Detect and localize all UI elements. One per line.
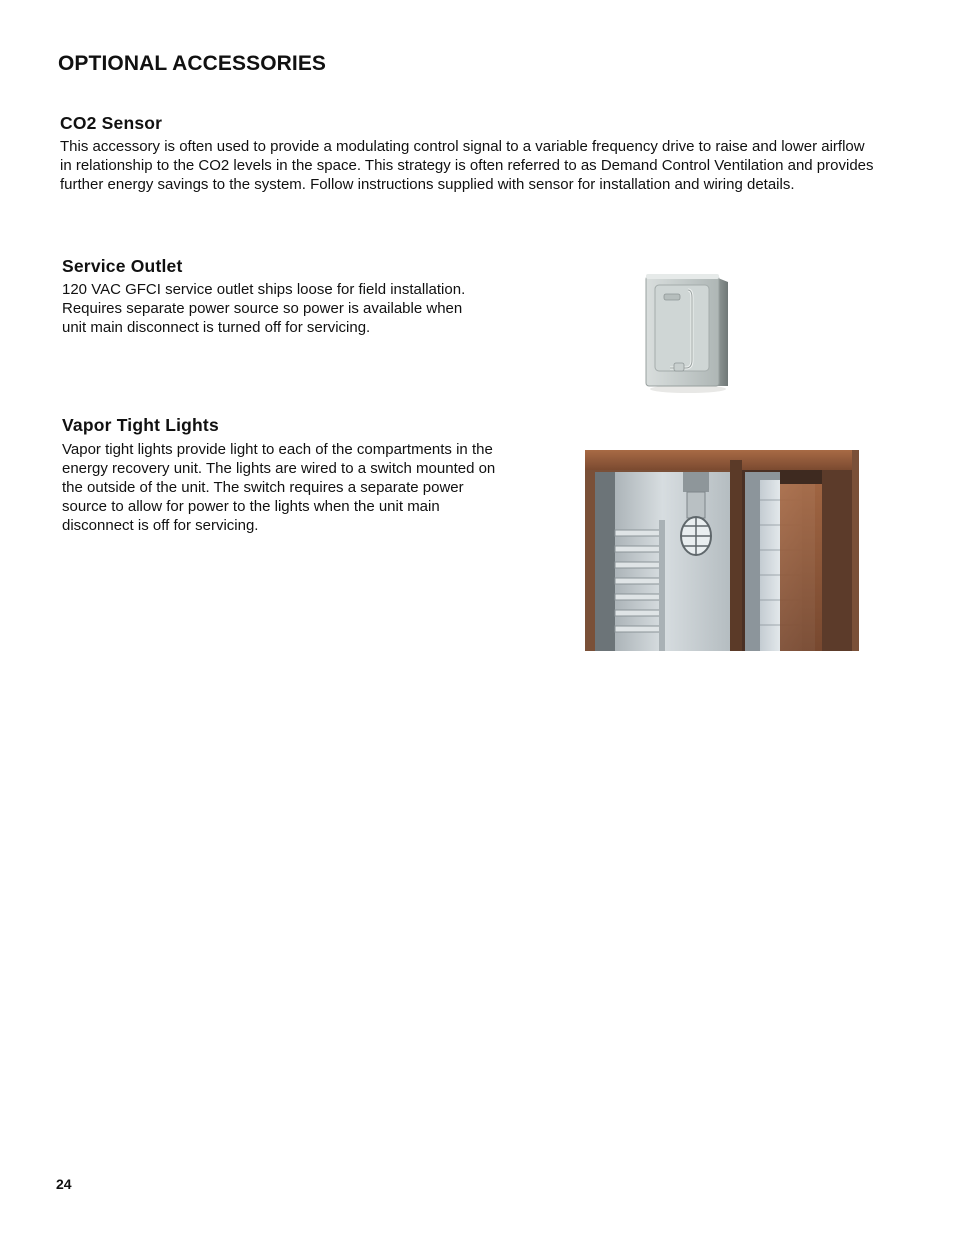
vapor-tight-lights-description: Vapor tight lights provide light to each of the compartments in the energy recovery unit. The lights are wired to a switch mounted on the outside of the unit. The switch requires a separate power source to allow for power to the lights when the unit main disconnect is off for servicing. [62,441,496,534]
co2-sensor-description: This accessory is often used to provide a modulating control signal to a variable frequency drive to raise and lower airflow in relationship to the CO2 levels in the space. This strategy is often referred to as Demand Control Ventilation and provides further energy savings to the system. Follow instructions supplied with sensor for installation and wiring details. [60,138,874,193]
service-outlet-heading: Service Outlet [62,256,183,276]
gfci-outlet-box-illustration [640,268,732,394]
vapor-tight-lights-photo [585,450,859,651]
unit-compartment-interior-illustration [585,450,859,651]
page-title: OPTIONAL ACCESSORIES [58,52,327,75]
page-number: 24 [56,1176,72,1192]
vapor-tight-lights-heading: Vapor Tight Lights [62,415,219,435]
co2-sensor-heading: CO2 Sensor [60,113,163,133]
service-outlet-photo [640,268,732,394]
service-outlet-description: 120 VAC GFCI service outlet ships loose for field installation. Requires separate power source so power is available when unit main disconnect is turned off for servicing. [62,281,466,336]
